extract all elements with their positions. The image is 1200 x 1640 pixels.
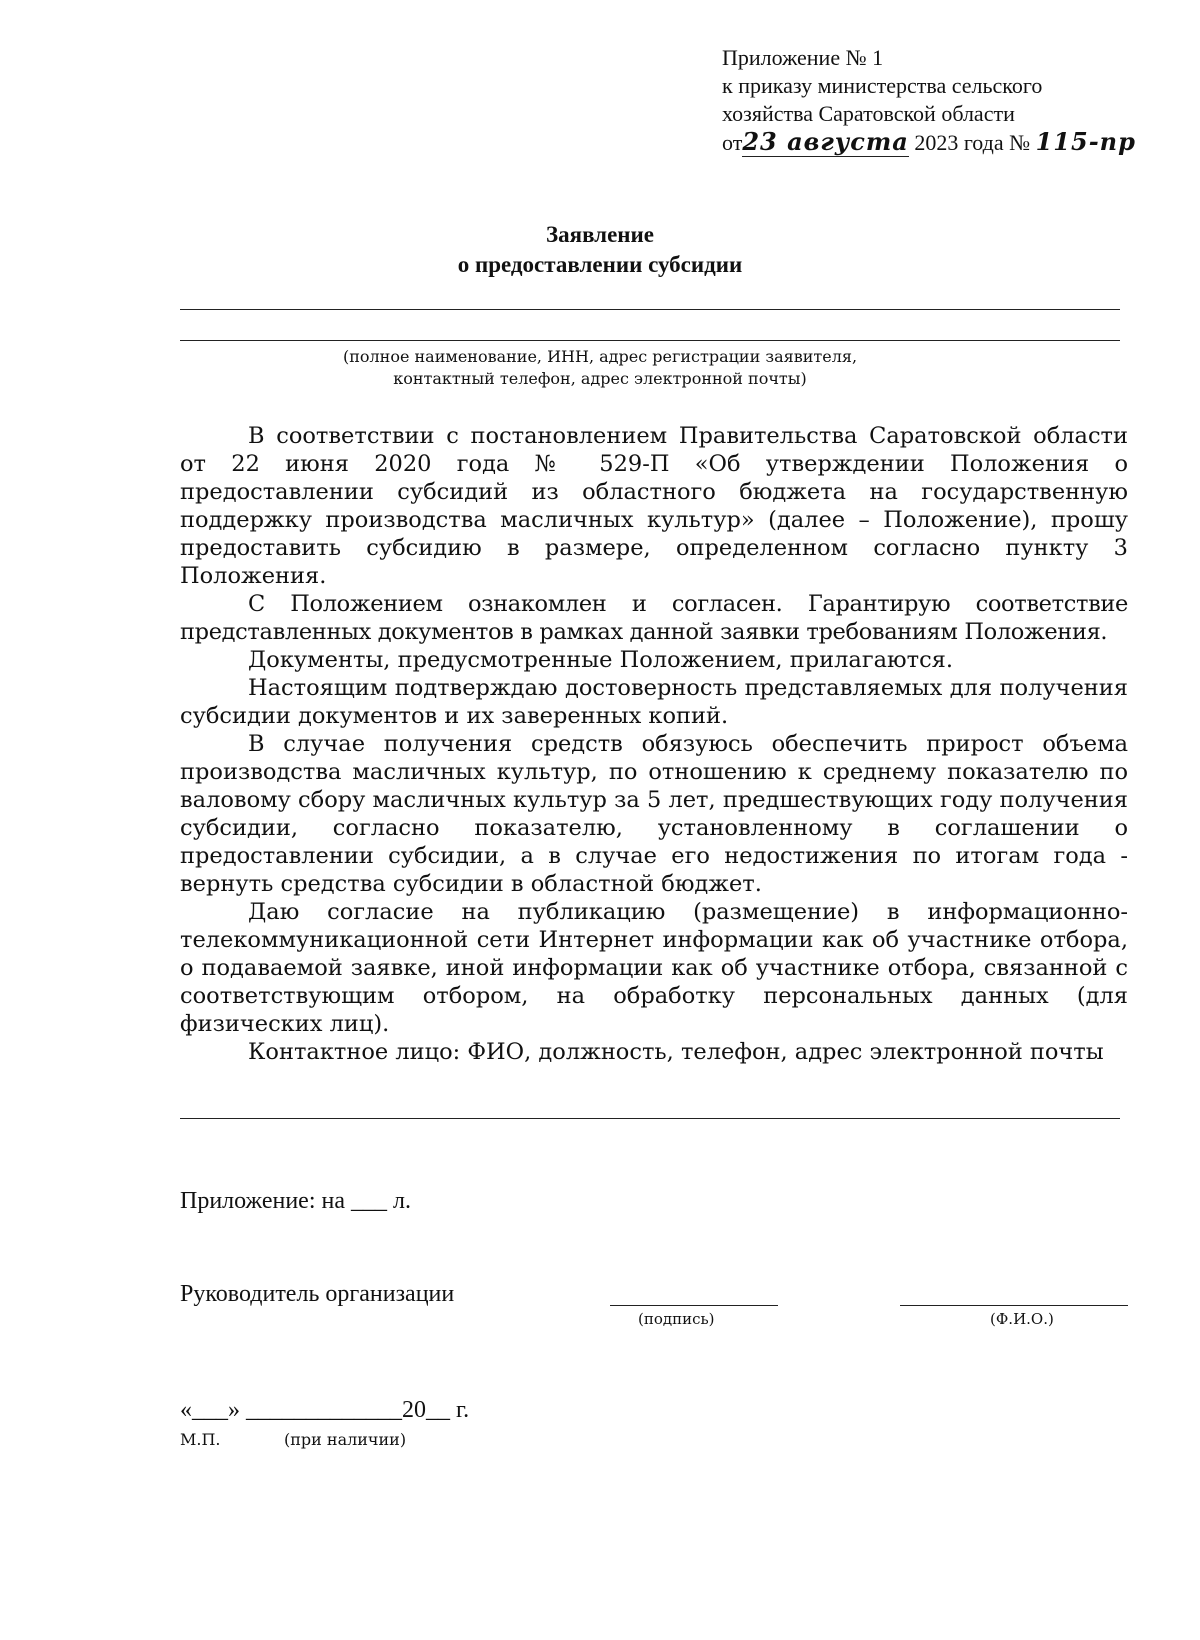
stamp-note: (при наличии) [284,1430,407,1449]
statement-body [180,422,1128,1066]
handwritten-date: 23 августа [742,127,909,156]
paragraph-documents: Документы, предусмотренные Положением, прилагаются. [248,647,954,673]
head-of-organization-label: Руководитель организации [180,1281,455,1307]
caption-line-2: контактный телефон, адрес электронной почты) [393,369,807,388]
handwritten-order-number: 115-пр [1035,127,1136,156]
signature-line [610,1305,778,1306]
appendix-block [722,44,1136,157]
paragraph-request: В соответствии с постановлением Правительства Саратовской области от 22 июня 2020 года № 529-П «Об утверждении Положения о предоставлении субсидий из областного бюджета на государственную поддержку производства масличных культур» (далее – Положение), прошу предоставить субсидию в размере, определенном согласно пункту 3 Положения. [180,423,1128,589]
paragraph-confirmation: Настоящим подтверждаю достоверность представляемых для получения субсидии документов и их заверенных копий. [180,675,1128,729]
name-caption: (Ф.И.О.) [990,1310,1054,1328]
stamp-label: М.П. [180,1430,221,1449]
date-blank: «___» _____________20__ г. [180,1397,470,1423]
appendix-line-1: Приложение № 1 [722,45,884,70]
paragraph-consent: Даю согласие на публикацию (размещение) в информационно-телекоммуникационной сети Интернет информации как об участнике отбора, о подаваемой заявке, иной информации как об участнике отбора, связанной с соответствующим отбором, на обработку персональных данных (для физических лиц). [180,899,1128,1037]
paragraph-obligation: В случае получения средств обязуюсь обеспечить прирост объема производства масличных культур, по отношению к среднему показателю по валовому сбору масличных культур за 5 лет, предшествующих году получения субсидии, согласно показателю, установленному в соглашении о предоставлении субсидии, а в случае его недостижения по итогам года - вернуть средства субсидии в областной бюджет. [180,731,1128,897]
name-line [900,1305,1128,1306]
attachment-pages: Приложение: на ___ л. [180,1188,411,1214]
appendix-line-3: хозяйства Саратовской области [722,101,1015,126]
title-line-2: о предоставлении субсидии [457,252,743,277]
title-line-1: Заявление [545,222,655,247]
applicant-caption [0,346,1200,390]
applicant-line-1 [180,309,1120,310]
date-prefix: от [722,130,743,155]
signature-caption: (подпись) [638,1310,715,1328]
applicant-line-2 [180,340,1120,341]
appendix-date-line [722,128,1136,157]
contact-line [180,1118,1120,1119]
paragraph-acknowledgement: С Положением ознакомлен и согласен. Гарантирую соответствие представленных документов в рамках данной заявки требованиям Положения. [180,591,1128,645]
document-title [0,220,1200,280]
paragraph-contact: Контактное лицо: ФИО, должность, телефон, адрес электронной почты [248,1039,1104,1065]
caption-line-1: (полное наименование, ИНН, адрес регистрации заявителя, [342,347,858,366]
appendix-line-2: к приказу министерства сельского [722,73,1043,98]
order-year: 2023 года № [914,130,1031,155]
